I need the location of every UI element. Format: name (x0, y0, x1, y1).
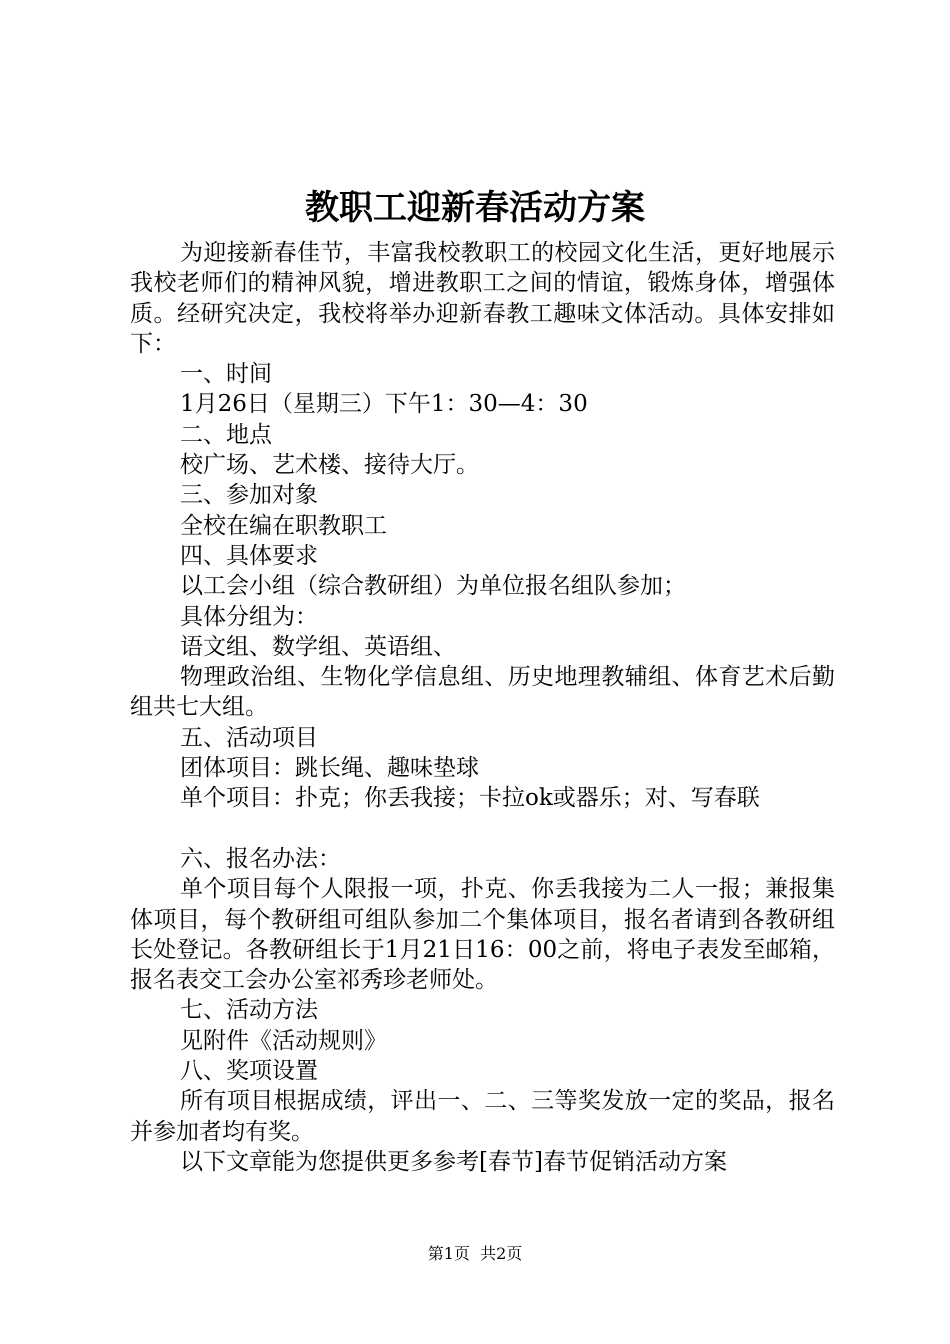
document-body (130, 238, 835, 1177)
more-reference-link[interactable]: 以下文章能为您提供更多参考[春节]春节促销活动方案 (180, 1148, 727, 1175)
method-heading: 七、活动方法 (180, 997, 318, 1024)
intro-paragraph: 为迎接新春佳节，丰富我校教职工的校园文化生活，更好地展示我校老师们的精神风貌，增进教职工之间的情谊，锻炼身体，增强体质。经研究决定，我校将举办迎新春教工趣味文体活动。具体安排如下： (130, 240, 835, 357)
time-value: 1月26日（星期三）下午1：30—4：30 (180, 391, 588, 418)
method-value: 见附件《活动规则》 (180, 1027, 387, 1054)
items-single: 单个项目：扑克；你丢我接；卡拉ok或器乐；对、写春联 (180, 785, 760, 812)
awards-heading: 八、奖项设置 (180, 1058, 318, 1085)
requirements-line-1: 以工会小组（综合教研组）为单位报名组队参加； (180, 573, 686, 600)
signup-paragraph: 单个项目每个人限报一项，扑克、你丢我接为二人一报；兼报集体项目，每个教研组可组队参加二个集体项目，报名者请到各教研组长处登记。各教研组长于1月21日16：00之前，将电子表发至邮箱，报名表交工会办公室祁秀珍老师处。 (130, 876, 835, 994)
document-title: 教职工迎新春活动方案 (305, 188, 645, 228)
blank-line (130, 814, 835, 844)
place-heading: 二、地点 (180, 421, 272, 448)
time-heading: 一、时间 (180, 361, 272, 388)
items-team: 团体项目：跳长绳、趣味垫球 (180, 755, 479, 782)
signup-heading: 六、报名办法： (180, 845, 341, 872)
requirements-line-3: 语文组、数学组、英语组、 (180, 633, 456, 660)
awards-paragraph: 所有项目根据成绩，评出一、二、三等奖发放一定的奖品，报名并参加者均有奖。 (130, 1088, 835, 1145)
participants-value: 全校在编在职教职工 (180, 512, 387, 539)
items-heading: 五、活动项目 (180, 724, 318, 751)
place-value: 校广场、艺术楼、接待大厅。 (180, 452, 479, 479)
requirements-heading: 四、具体要求 (180, 542, 318, 569)
participants-heading: 三、参加对象 (180, 482, 318, 509)
requirements-line-2: 具体分组为： (180, 603, 318, 630)
requirements-line-4: 物理政治组、生物化学信息组、历史地理教辅组、体育艺术后勤组共七大组。 (130, 664, 835, 721)
page-footer: 第1页 共2页 (427, 1244, 523, 1263)
